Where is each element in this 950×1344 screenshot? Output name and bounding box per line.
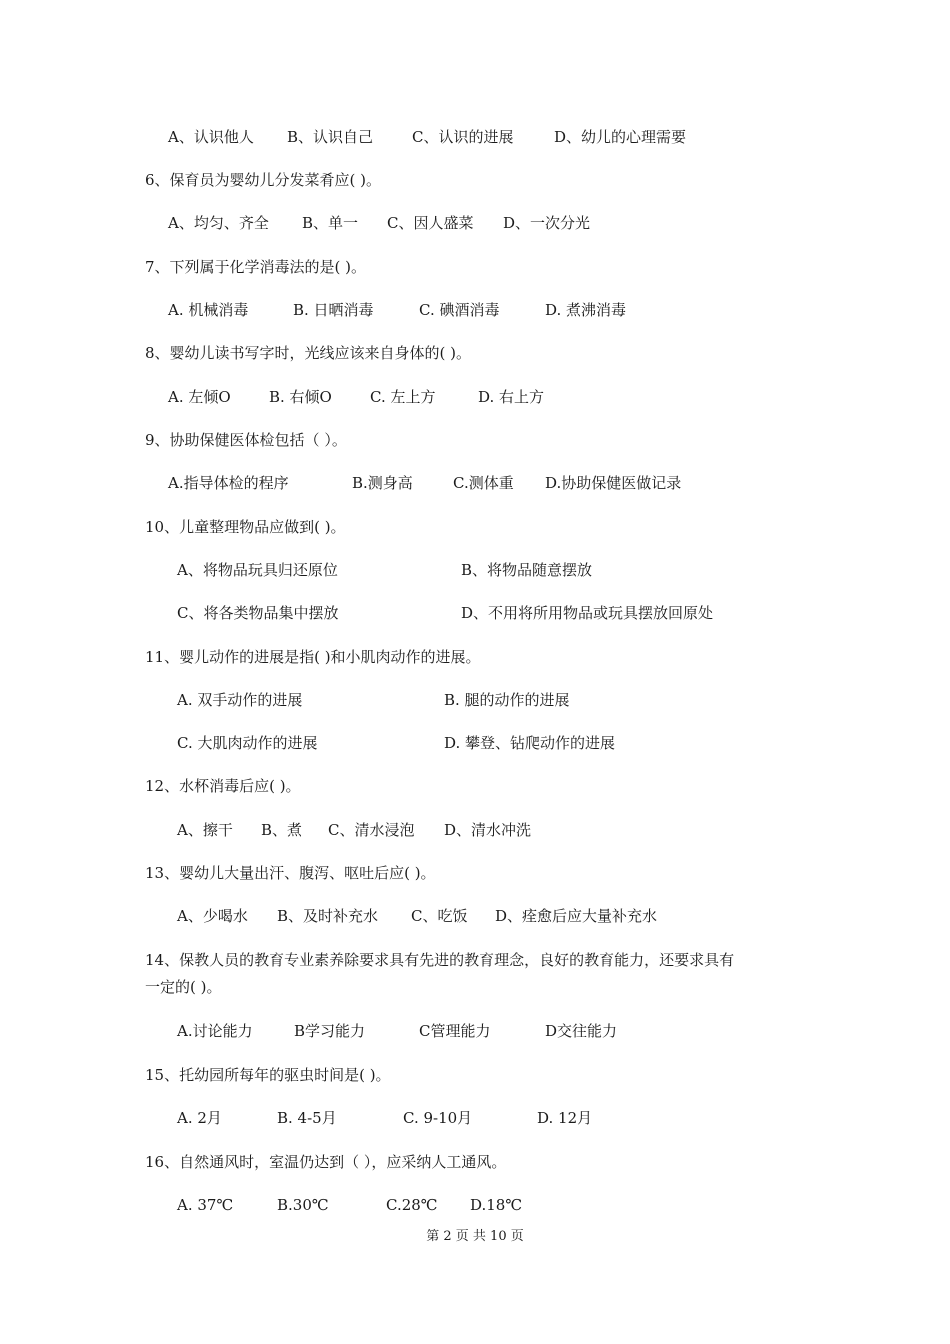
- q5-option-b: B、认识自己: [287, 128, 374, 146]
- q14-stem-continued: 一定的( )。: [145, 978, 222, 996]
- q13-option-b: B、及时补充水: [277, 907, 379, 925]
- q11-option-c: C. 大肌肉动作的进展: [177, 734, 318, 752]
- q11-option-a: A. 双手动作的进展: [177, 691, 303, 709]
- q5-option-a: A、认识他人: [168, 128, 254, 146]
- q6-option-c: C、因人盛菜: [387, 214, 474, 232]
- q6-stem: 6、保育员为婴幼儿分发菜肴应( )。: [145, 171, 382, 189]
- q5-option-c: C、认识的进展: [412, 128, 514, 146]
- q7-option-d: D. 煮沸消毒: [545, 301, 627, 319]
- q9-option-a: A.指导体检的程序: [168, 474, 289, 492]
- q16-option-d: D.18℃: [470, 1196, 523, 1214]
- q10-stem: 10、儿童整理物品应做到( )。: [145, 518, 346, 536]
- q6-option-d: D、一次分光: [503, 214, 591, 232]
- q10-option-b: B、将物品随意摆放: [461, 561, 593, 579]
- q16-option-c: C.28℃: [386, 1196, 438, 1214]
- q13-option-d: D、痊愈后应大量补充水: [495, 907, 658, 925]
- q12-stem: 12、水杯消毒后应( )。: [145, 777, 301, 795]
- q10-option-d: D、不用将所用物品或玩具摆放回原处: [461, 604, 714, 622]
- q13-option-a: A、少喝水: [177, 907, 248, 925]
- q8-option-d: D. 右上方: [478, 388, 545, 406]
- q8-option-b: B. 右倾O: [269, 388, 332, 406]
- q13-stem: 13、婴幼儿大量出汗、腹泻、呕吐后应( )。: [145, 864, 436, 882]
- q15-option-b: B. 4-5月: [277, 1109, 337, 1127]
- q8-option-c: C. 左上方: [370, 388, 436, 406]
- q11-option-d: D. 攀登、钻爬动作的进展: [444, 734, 616, 752]
- q12-option-d: D、清水冲洗: [444, 821, 532, 839]
- q9-option-c: C.测体重: [453, 474, 514, 492]
- q16-option-b: B.30℃: [277, 1196, 329, 1214]
- q9-stem: 9、协助保健医体检包括（ ）。: [145, 431, 347, 449]
- q14-option-a: A.讨论能力: [177, 1022, 253, 1040]
- q16-stem: 16、自然通风时，室温仍达到（ ），应采纳人工通风。: [145, 1153, 507, 1171]
- page-footer: 第 2 页 共 10 页: [426, 1229, 524, 1244]
- q6-option-b: B、单一: [302, 214, 359, 232]
- q15-option-d: D. 12月: [537, 1109, 593, 1127]
- q15-stem: 15、托幼园所每年的驱虫时间是( )。: [145, 1066, 391, 1084]
- q8-stem: 8、婴幼儿读书写字时，光线应该来自身体的( )。: [145, 344, 472, 362]
- q15-option-c: C. 9-10月: [403, 1109, 473, 1127]
- q12-option-c: C、清水浸泡: [328, 821, 415, 839]
- q9-option-d: D.协助保健医做记录: [545, 474, 682, 492]
- q11-stem: 11、婴儿动作的进展是指( )和小肌肉动作的进展。: [145, 648, 481, 666]
- q7-option-b: B. 日晒消毒: [293, 301, 374, 319]
- q10-option-c: C、将各类物品集中摆放: [177, 604, 339, 622]
- q14-stem: 14、保教人员的教育专业素养除要求具有先进的教育理念，良好的教育能力，还要求具有: [145, 951, 735, 969]
- q12-option-b: B、煮: [261, 821, 303, 839]
- q11-option-b: B. 腿的动作的进展: [444, 691, 570, 709]
- q7-stem: 7、下列属于化学消毒法的是( )。: [145, 258, 367, 276]
- q9-option-b: B.测身高: [352, 474, 413, 492]
- q5-option-d: D、幼儿的心理需要: [554, 128, 687, 146]
- q12-option-a: A、擦干: [177, 821, 233, 839]
- q7-option-c: C. 碘酒消毒: [419, 301, 500, 319]
- q6-option-a: A、均匀、齐全: [168, 214, 269, 232]
- q14-option-b: B学习能力: [294, 1022, 366, 1040]
- q16-option-a: A. 37℃: [177, 1196, 234, 1214]
- q8-option-a: A. 左倾O: [168, 388, 231, 406]
- q14-option-c: C管理能力: [419, 1022, 491, 1040]
- q13-option-c: C、吃饭: [411, 907, 468, 925]
- q7-option-a: A. 机械消毒: [168, 301, 249, 319]
- q15-option-a: A. 2月: [177, 1109, 222, 1127]
- q14-option-d: D交往能力: [545, 1022, 618, 1040]
- q10-option-a: A、将物品玩具归还原位: [177, 561, 338, 579]
